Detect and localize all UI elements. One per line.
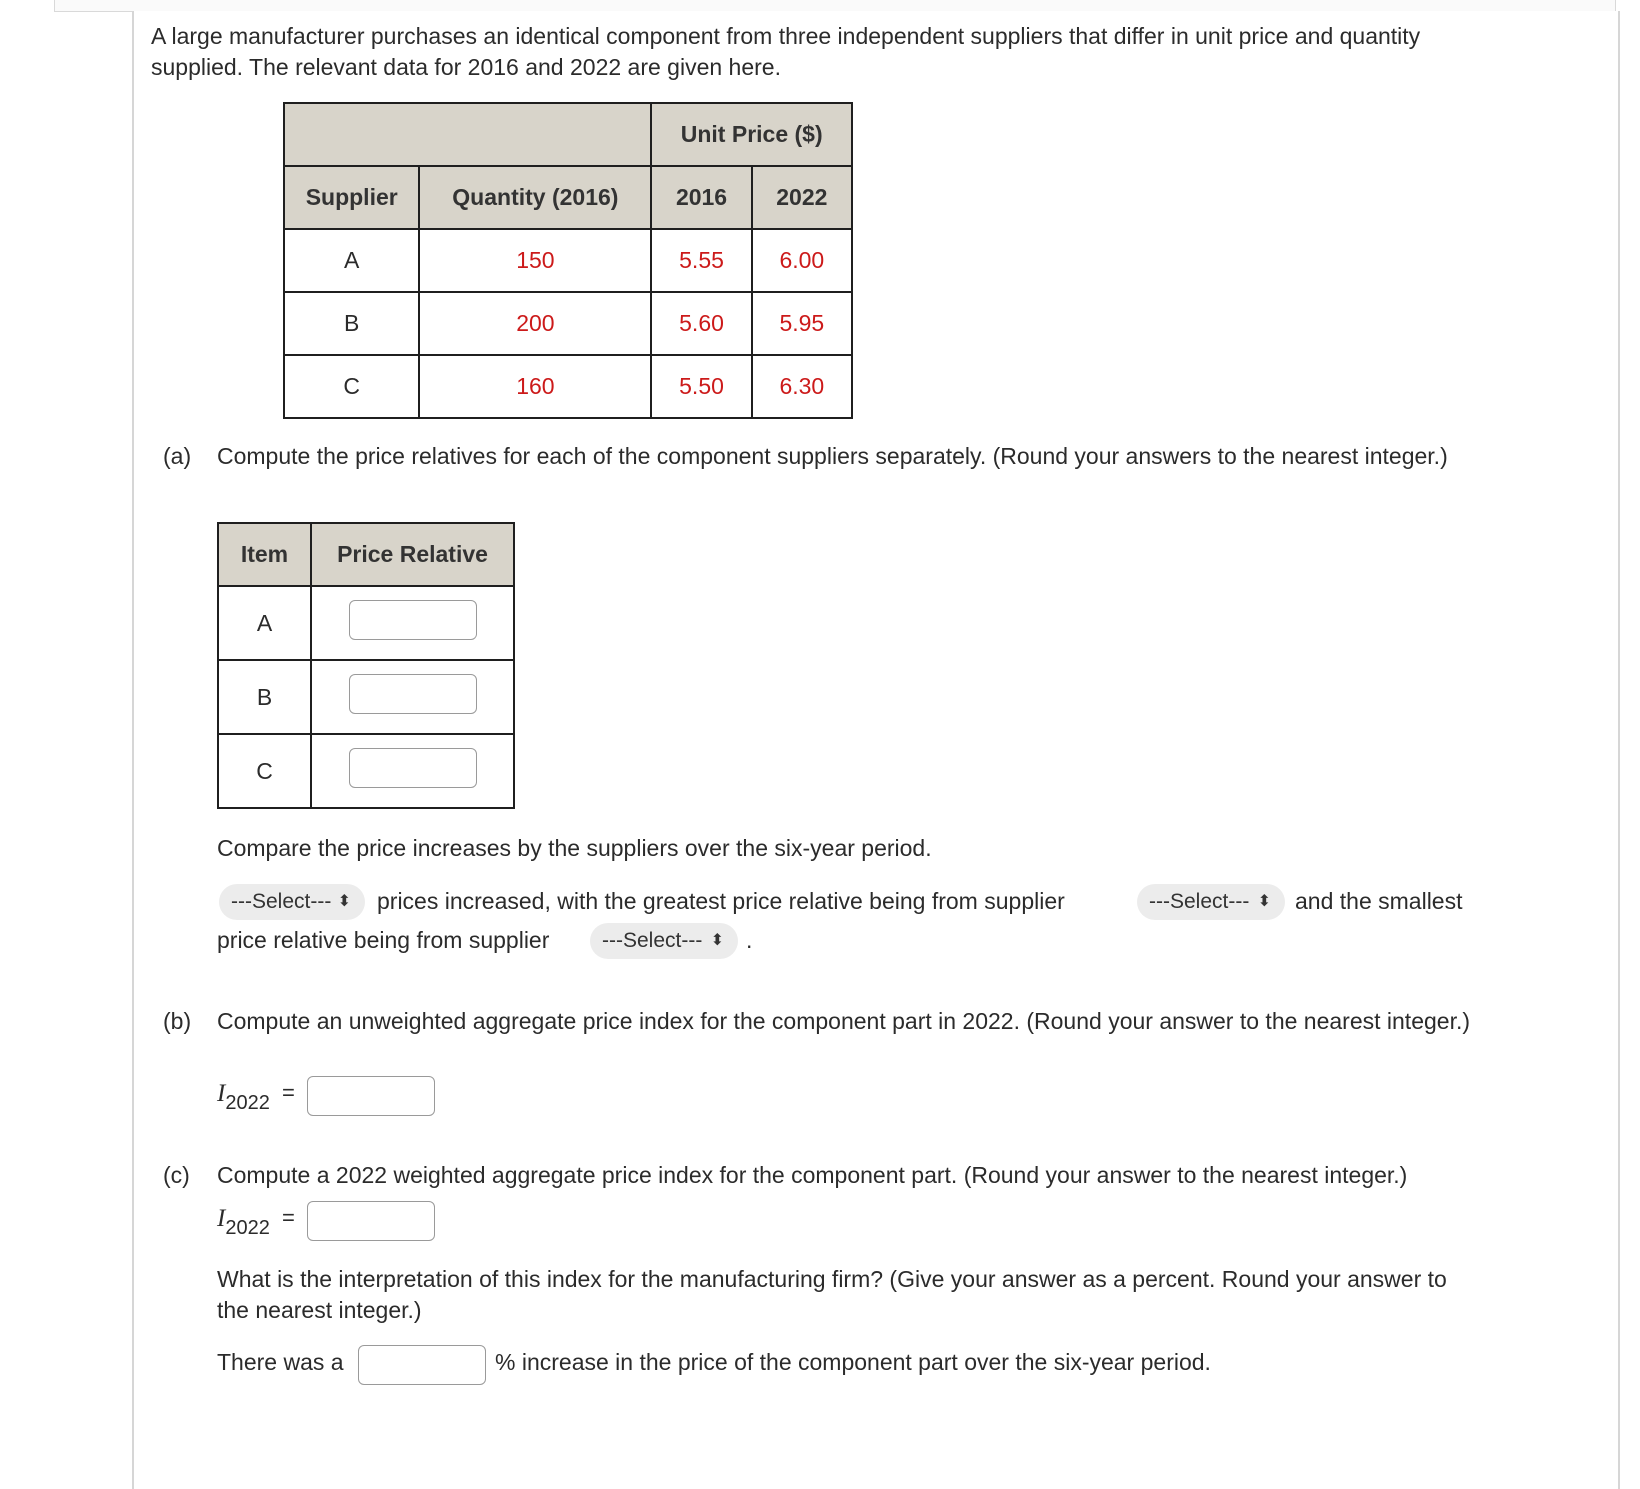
supplier-header: Supplier <box>284 166 419 229</box>
part-a-label: (a) <box>163 443 192 469</box>
supplier-cell: B <box>284 292 419 355</box>
price-relative-input-c[interactable] <box>349 748 477 788</box>
item-header: Item <box>218 523 311 586</box>
index-symbol-b <box>217 1080 270 1114</box>
price-relative-input-b[interactable] <box>349 674 477 714</box>
price-relative-table <box>217 522 515 809</box>
greatest-supplier-select[interactable] <box>1137 884 1285 920</box>
quantity-header: Quantity (2016) <box>419 166 651 229</box>
smallest-supplier-select[interactable] <box>590 923 738 959</box>
item-cell: A <box>218 586 311 660</box>
price-relative-input-a[interactable] <box>349 600 477 640</box>
supplier-cell: A <box>284 229 419 292</box>
chevron-updown-icon: ⬍ <box>337 893 351 910</box>
index-subscript: 2022 <box>225 1217 270 1239</box>
part-c-label: (c) <box>163 1162 190 1188</box>
index-letter: I <box>217 1080 226 1107</box>
supplier-data-table <box>283 102 853 419</box>
sentence-part1: prices increased, with the greatest price relative being from supplier <box>377 888 1065 914</box>
table-row <box>284 292 852 355</box>
compare-text: Compare the price increases by the suppliers over the six-year period. <box>217 835 932 861</box>
price-2022-cell: 6.00 <box>752 229 852 292</box>
supplier-cell: C <box>284 355 419 418</box>
item-cell: B <box>218 660 311 734</box>
table-row <box>218 734 514 808</box>
interpretation-question: What is the interpretation of this index for the manufacturing firm? (Give your answer as a percent. Round your answer to the nearest integer.) <box>217 1266 1447 1323</box>
unweighted-index-input[interactable] <box>307 1076 435 1116</box>
part-a-text: Compute the price relatives for each of the component suppliers separately. (Round your answers to the nearest integer.) <box>217 443 1448 469</box>
year-2016-header: 2016 <box>651 166 751 229</box>
intro-text: A large manufacturer purchases an identical component from three independent suppliers that differ in unit price and quantity supplied. The relevant data for 2016 and 2022 are given here. <box>151 23 1421 80</box>
equals-sign: = <box>282 1080 295 1105</box>
index-subscript: 2022 <box>225 1092 270 1114</box>
percent-increase-input[interactable] <box>358 1345 486 1385</box>
increase-text: % increase in the price of the component part over the six-year period. <box>495 1349 1211 1375</box>
quantity-cell: 160 <box>419 355 651 418</box>
item-cell: C <box>218 734 311 808</box>
unit-price-header: Unit Price ($) <box>651 103 852 166</box>
price-2016-cell: 5.60 <box>651 292 751 355</box>
sentence-part3: price relative being from supplier <box>217 927 550 953</box>
equals-sign: = <box>282 1205 295 1230</box>
chevron-updown-icon: ⬍ <box>1257 893 1271 910</box>
price-2022-cell: 6.30 <box>752 355 852 418</box>
part-b-text: Compute an unweighted aggregate price index for the component part in 2022. (Round your answer to the nearest integer.) <box>217 1008 1471 1034</box>
chevron-updown-icon: ⬍ <box>710 932 724 949</box>
quantity-cell: 150 <box>419 229 651 292</box>
sentence-part2: and the smallest <box>1295 888 1463 914</box>
smallest-supplier-select-value: ---Select--- <box>602 929 703 952</box>
part-c-text: Compute a 2022 weighted aggregate price index for the component part. (Round your answer to the nearest integer.) <box>217 1162 1408 1188</box>
direction-select[interactable] <box>219 884 365 920</box>
direction-select-value: ---Select--- <box>231 890 332 913</box>
table-row <box>284 229 852 292</box>
price-relative-header: Price Relative <box>311 523 514 586</box>
index-letter: I <box>217 1205 226 1232</box>
year-2022-header: 2022 <box>752 166 852 229</box>
price-2022-cell: 5.95 <box>752 292 852 355</box>
price-2016-cell: 5.50 <box>651 355 751 418</box>
weighted-index-input[interactable] <box>307 1201 435 1241</box>
index-symbol-c <box>217 1205 270 1239</box>
quantity-cell: 200 <box>419 292 651 355</box>
sentence-end: . <box>746 927 753 953</box>
greatest-supplier-select-value: ---Select--- <box>1149 890 1250 913</box>
price-2016-cell: 5.55 <box>651 229 751 292</box>
table-header-blank <box>284 103 651 166</box>
table-row <box>218 586 514 660</box>
table-row <box>284 355 852 418</box>
part-b-label: (b) <box>163 1008 192 1034</box>
there-was-text: There was a <box>217 1349 344 1375</box>
table-row <box>218 660 514 734</box>
